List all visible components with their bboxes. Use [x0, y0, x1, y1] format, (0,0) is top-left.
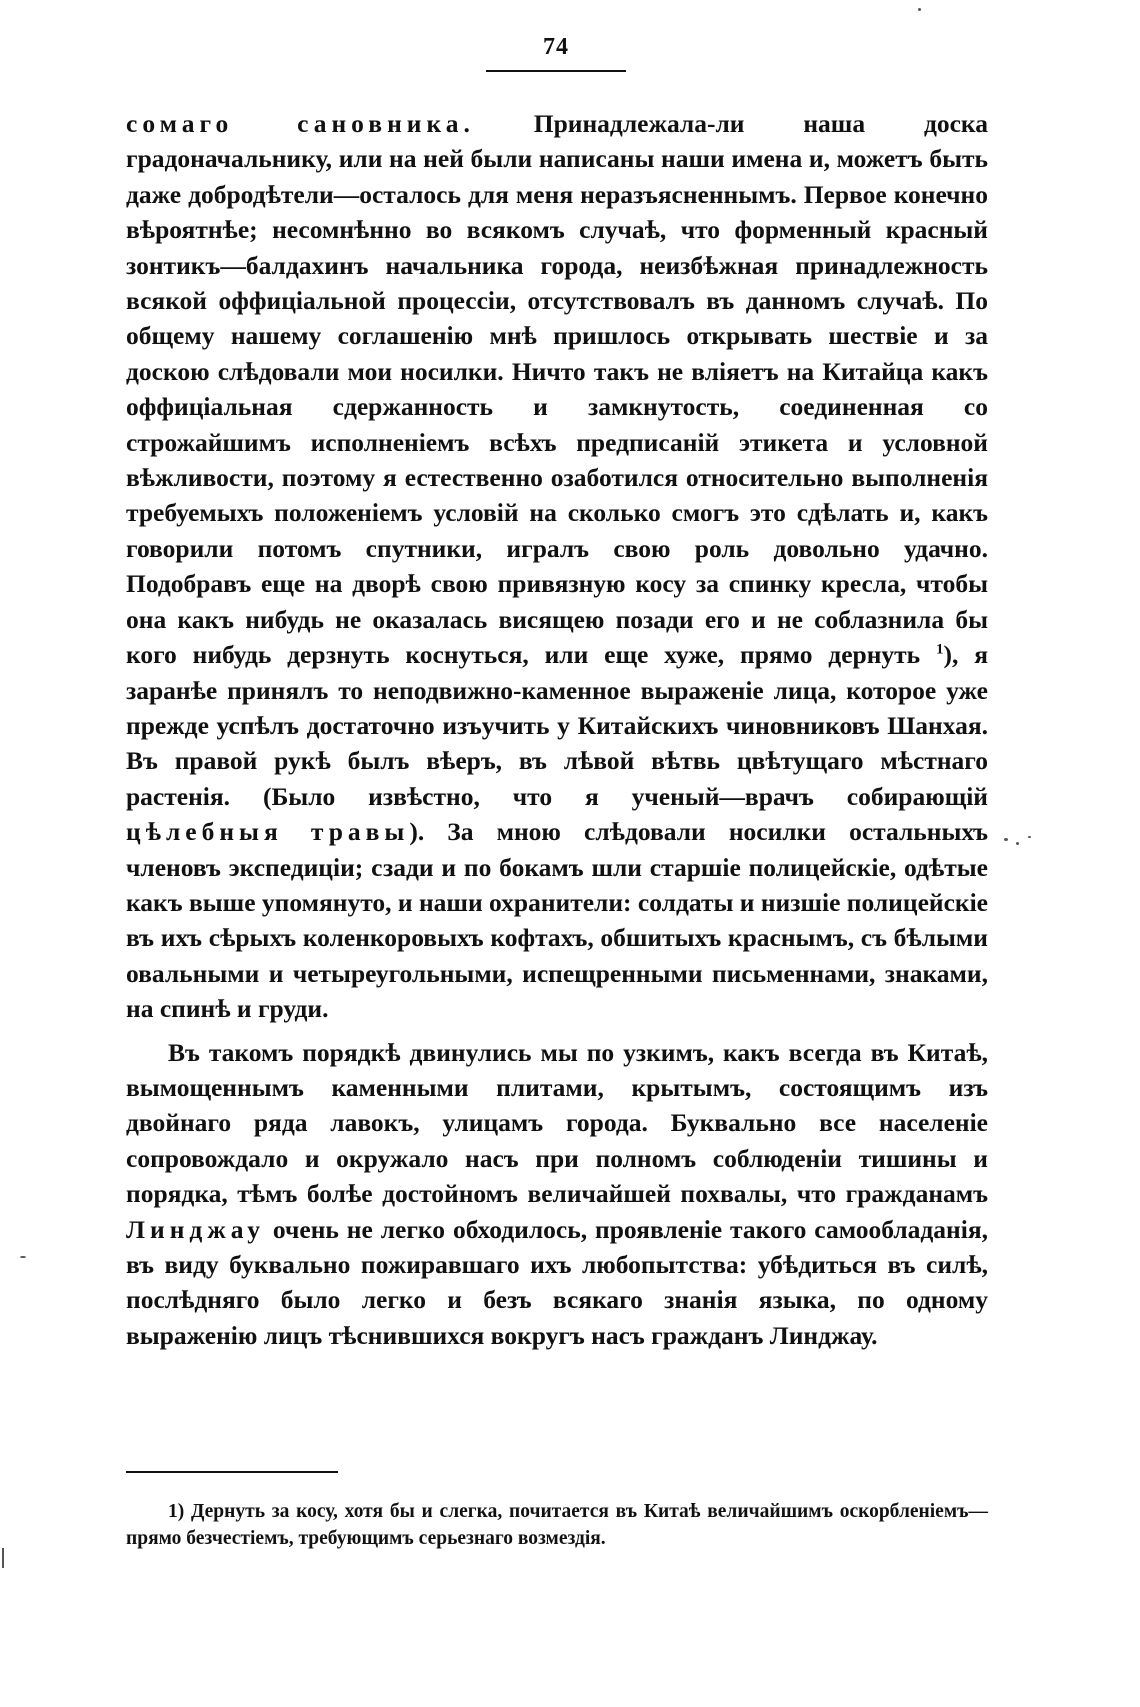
body-text — [126, 106, 988, 1353]
paragraph-1-text-after-mark: ), я заранѣе принялъ то неподвижно-каменное выраженіе лица, которое уже прежде успѣлъ достаточно изъучить у Китайскихъ чиновниковъ Шанхая. Въ правой рукѣ былъ вѣеръ, въ лѣвой вѣтвь цвѣтущаго мѣстнаго растенія. (Было извѣстно, что я ученый—врачъ собирающій — [126, 640, 988, 811]
paragraph-2-text-end: очень не легко обходилось, проявленіе такого самообладанія, въ виду буквально пожиравшаго ихъ любопытства: убѣдиться въ силѣ, послѣдняго было легко и безъ всякаго знанія языка, по одному выраженію лицъ тѣснившихся вокругъ насъ гражданъ Линджау. — [126, 1214, 988, 1350]
footnote-rule — [126, 1471, 338, 1473]
paragraph-1 — [126, 106, 988, 1027]
footnote — [126, 1498, 988, 1552]
scan-speck — [1028, 836, 1031, 838]
paragraph-1-text: Принадлежала-ли наша доска градоначальнику, или на ней были написаны наши имена и, можетъ быть даже добродѣтели—осталось для меня неразъясненнымъ. Первое конечно вѣроятнѣе; несомнѣнно во всякомъ случаѣ, что форменный красный зонтикъ—балдахинъ начальника города, неизбѣжная принадлежность всякой оффиціальной процессіи, отсутствовалъ въ данномъ случаѣ. По общему нашему соглашенію мнѣ пришлось открывать шествіе и за доскою слѣдовали мои носилки. Ничто такъ не вліяетъ на Китайца какъ оффиціальная сдержанность и замкнутость, соединенная со строжайшимъ исполненіемъ всѣхъ предписаній этикета и условной вѣжливости, поэтому я естественно озаботился относительно выполненія требуемыхъ положеніемъ условій на сколько смогъ это сдѣлать и, какъ говорили потомъ спутники, игралъ свою роль довольно удачно. Подобравъ еще на дворѣ свою привязную косу за спинку кресла, чтобы она какъ нибудь не оказалась висящею позади его и не соблазнила бы кого нибудь дерзнуть коснуться, или еще хуже, прямо дернуть — [126, 109, 988, 670]
scan-speck — [2, 1548, 4, 1568]
paragraph-2-text: Въ такомъ порядкѣ двинулись мы по узкимъ, какъ всегда въ Китаѣ, вымощеннымъ каменными плитами, крытымъ, состоящимъ изъ двойнаго ряда лавокъ, улицамъ города. Буквально все населеніе сопровождало и окружало насъ при полномъ соблюденіи тишины и порядка, тѣмъ болѣе достойномъ величайшей похвалы, что гражданамъ — [126, 1037, 988, 1209]
spaced-phrase: цѣлебныя травы — [126, 817, 410, 847]
header-rule — [486, 70, 626, 72]
scan-speck — [1004, 838, 1008, 841]
footnote-mark[interactable]: 1 — [936, 641, 944, 658]
page-number: 74 — [543, 34, 569, 60]
spaced-name: Линджау — [126, 1214, 265, 1244]
footnote-text: 1) Дернуть за косу, хотя бы и слегка, почитается въ Китаѣ величайшимъ оскорбленіемъ—прямо безчестіемъ, требующимъ серьезнаго возмездія. — [126, 1501, 988, 1549]
scan-speck — [918, 8, 921, 11]
scan-speck — [20, 1256, 26, 1258]
paragraph-2 — [126, 1035, 988, 1354]
paragraph-1-text-end: ). За мною слѣдовали носилки остальныхъ членовъ экспедиціи; сзади и по бокамъ шли старшіе полицейскіе, одѣтые какъ выше упомянуто, и наши охранители: солдаты и низшіе полицейскіе въ ихъ сѣрыхъ коленкоровыхъ кофтахъ, обшитыхъ краснымъ, съ бѣлыми овальными и четыреугольными, испещренными письменнами, знаками, на спинѣ и груди. — [126, 817, 988, 1024]
scan-speck — [1016, 842, 1019, 845]
spaced-lead: сомаго сановника. — [126, 109, 475, 138]
